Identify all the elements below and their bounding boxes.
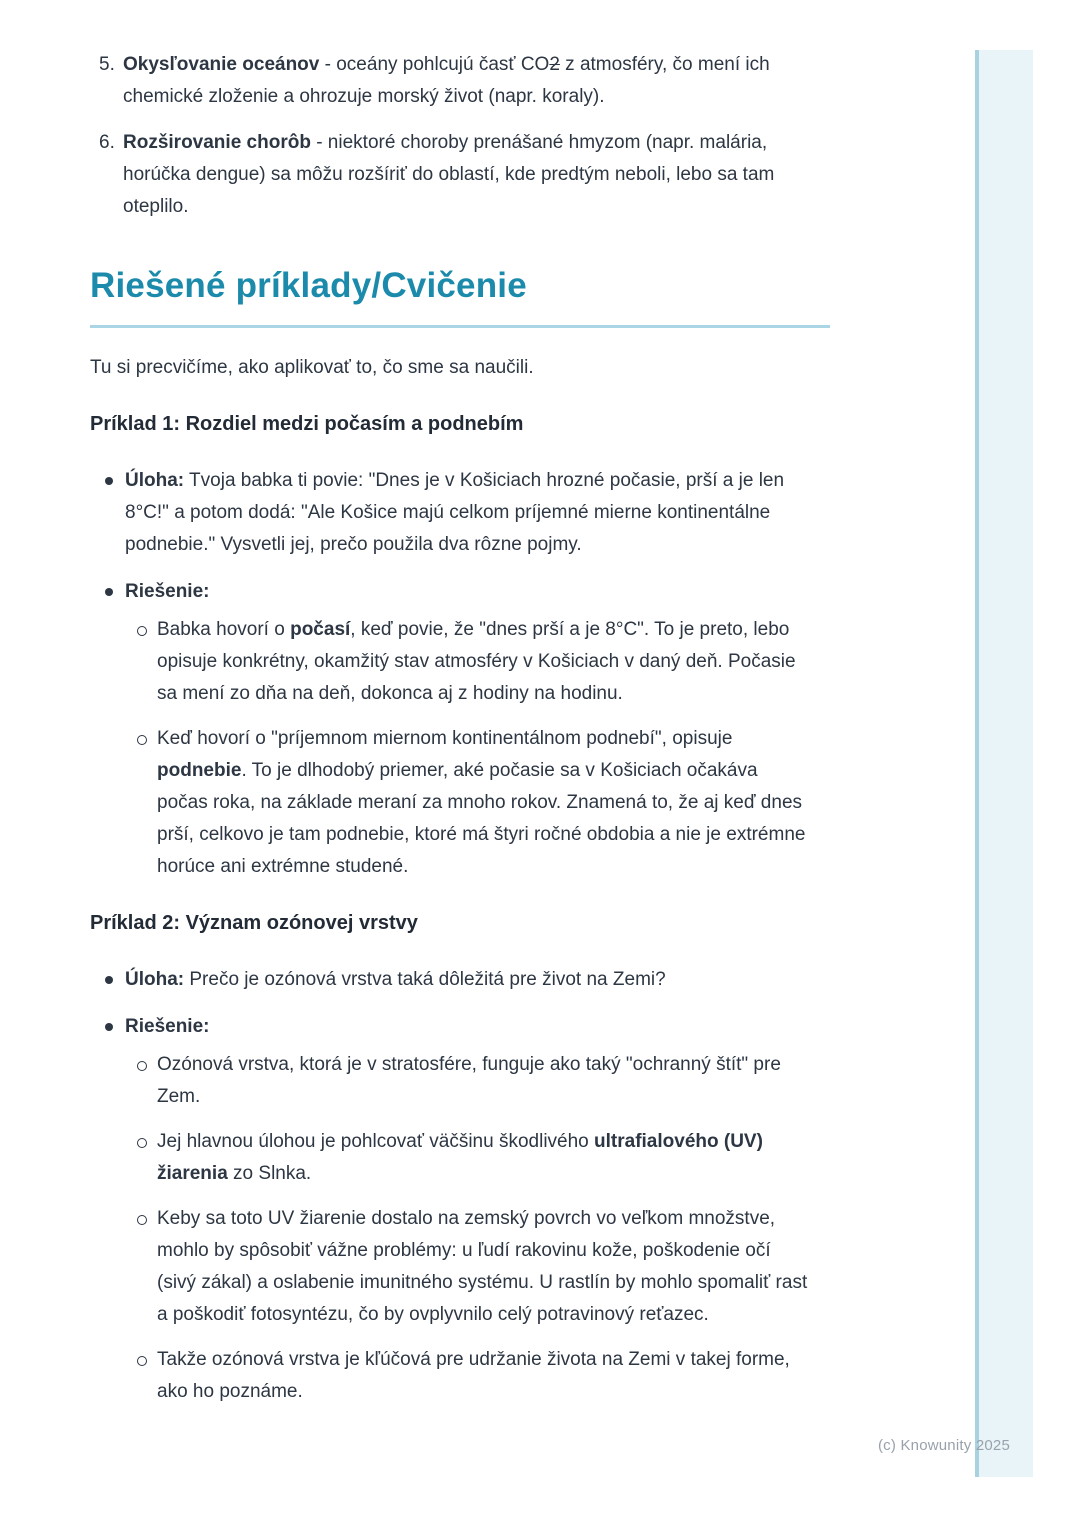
sub-bullet [90,1344,835,1408]
bullet-uloha-2 [90,964,835,996]
item-text [123,127,813,223]
example2-heading: Príklad 2: Význam ozónovej vrstvy [90,912,418,934]
sub-bullet-text [157,1126,812,1190]
bullet-dot-icon [105,1023,113,1031]
example2-sub-bullets [90,1049,835,1408]
bullet-ring-icon [137,1061,147,1071]
sub-bullet [90,723,835,883]
example1-bullets [90,465,835,883]
sub-text-post: , keď povie, že "dnes prší a je 8°C". To je preto, lebo opisuje konkrétny, okamžitý stav atmosféry v Košiciach v daný deň. Počasie sa mení zo dňa na deň, dokonca aj z hodiny na hodinu. [157,619,796,704]
sub-text-bold: počasí [290,619,351,640]
riesenie-label: Riešenie: [125,1016,210,1037]
uloha-label: Úloha: [125,470,185,491]
bullet-text [125,465,820,561]
right-accent-bar [975,50,1033,1477]
example1-heading: Príklad 1: Rozdiel medzi počasím a podnebím [90,413,524,435]
numbered-item-5 [90,49,835,113]
sub-text-bold: podnebie [157,760,242,781]
item-body-pre: - oceány pohlcujú časť CO [319,54,550,75]
item-term: Okysľovanie oceánov [123,54,320,75]
uloha-text: Tvoja babka ti povie: "Dnes je v Košiciach hrozné počasie, prší a je len 8°C!" a potom dodá: "Ale Košice majú celkom príjemné mierne kontinentálne podnebie." Vysvetli jej, prečo použila dva rôzne pojmy. [125,470,785,555]
document-content [90,49,835,1408]
bullet-text [125,576,820,608]
bullet-ring-icon [137,626,147,636]
bullet-ring-icon [137,735,147,745]
item-text [123,49,813,113]
sub-text-pre: Ozónová vrstva, ktorá je v stratosfére, funguje ako taký "ochranný štít" pre Zem. [157,1054,781,1107]
bullet-dot-icon [105,588,113,596]
bullet-uloha-1 [90,465,835,561]
bullet-ring-icon [137,1215,147,1225]
sub-bullet-text [157,1344,812,1408]
sub-bullet-text [157,1203,812,1331]
bullet-text [125,1011,820,1043]
section-divider [90,325,830,328]
sub-text-post: zo Slnka. [227,1163,312,1184]
numbered-item-6 [90,127,835,223]
sub-text-pre: Takže ozónová vrstva je kľúčová pre udržanie života na Zemi v takej forme, ako ho poznáme. [157,1349,790,1402]
example1-sub-bullets [90,614,835,883]
sub-bullet-text [157,1049,812,1113]
bullet-riesenie-1 [90,576,835,608]
uloha-text: Prečo je ozónová vrstva taká dôležitá pre život na Zemi? [184,969,666,990]
sub-text-pre: Jej hlavnou úlohou je pohlcovať väčšinu škodlivého [157,1131,595,1152]
section-title: Riešené príklady/Cvičenie [90,266,527,305]
item-term: Rozširovanie chorôb [123,132,311,153]
bullet-dot-icon [105,477,113,485]
sub-bullet [90,614,835,710]
bullet-text [125,964,820,996]
example2-bullets [90,964,835,1408]
copyright-watermark: (c) Knowunity 2025 [877,1437,1010,1454]
bullet-riesenie-2 [90,1011,835,1043]
sub-bullet-text [157,614,812,710]
sub-text-pre: Babka hovorí o [157,619,291,640]
item-number: 6. [99,132,115,153]
sub-bullet [90,1126,835,1190]
item-number: 5. [99,54,115,75]
co2-subscript-strike: 2 [549,54,560,75]
sub-text-pre: Keby sa toto UV žiarenie dostalo na zemský povrch vo veľkom množstve, mohlo by spôsobiť vážne problémy: u ľudí rakovinu kože, poškodenie očí (sivý zákal) a oslabenie imunitného systému. U rastlín by mohlo spomaliť rast a poškodiť fotosyntézu, čo by ovplyvnilo celý potravinový reťazec. [157,1208,808,1325]
bullet-ring-icon [137,1138,147,1148]
riesenie-label: Riešenie: [125,581,210,602]
item-body: - niektoré choroby prenášané hmyzom (napr. malária, horúčka dengue) sa môžu rozšíriť do oblastí, kde predtým neboli, lebo sa tam oteplilo. [123,132,775,217]
sub-text-post: . To je dlhodobý priemer, aké počasie sa v Košiciach očakáva počas roka, na základe meraní za mnoho rokov. Znamená to, že aj keď dnes prší, celkovo je tam podnebie, ktoré má štyri ročné obdobia a nie je extrémne horúce ani extrémne studené. [157,760,806,877]
sub-bullet [90,1203,835,1331]
sub-text-pre: Keď hovorí o "príjemnom miernom kontinentálnom podnebí", opisuje [157,728,733,749]
bullet-ring-icon [137,1356,147,1366]
numbered-list [90,49,835,223]
sub-text-bold: ultrafialového (UV) žiarenia [157,1131,763,1184]
item-body-post: z atmosféry, čo mení ich chemické zloženie a ohrozuje morský život (napr. koraly). [123,54,770,107]
uloha-label: Úloha: [125,969,185,990]
intro-paragraph: Tu si precvičíme, ako aplikovať to, čo sme sa naučili. [90,357,534,378]
bullet-dot-icon [105,976,113,984]
sub-bullet-text [157,723,812,883]
sub-bullet [90,1049,835,1113]
